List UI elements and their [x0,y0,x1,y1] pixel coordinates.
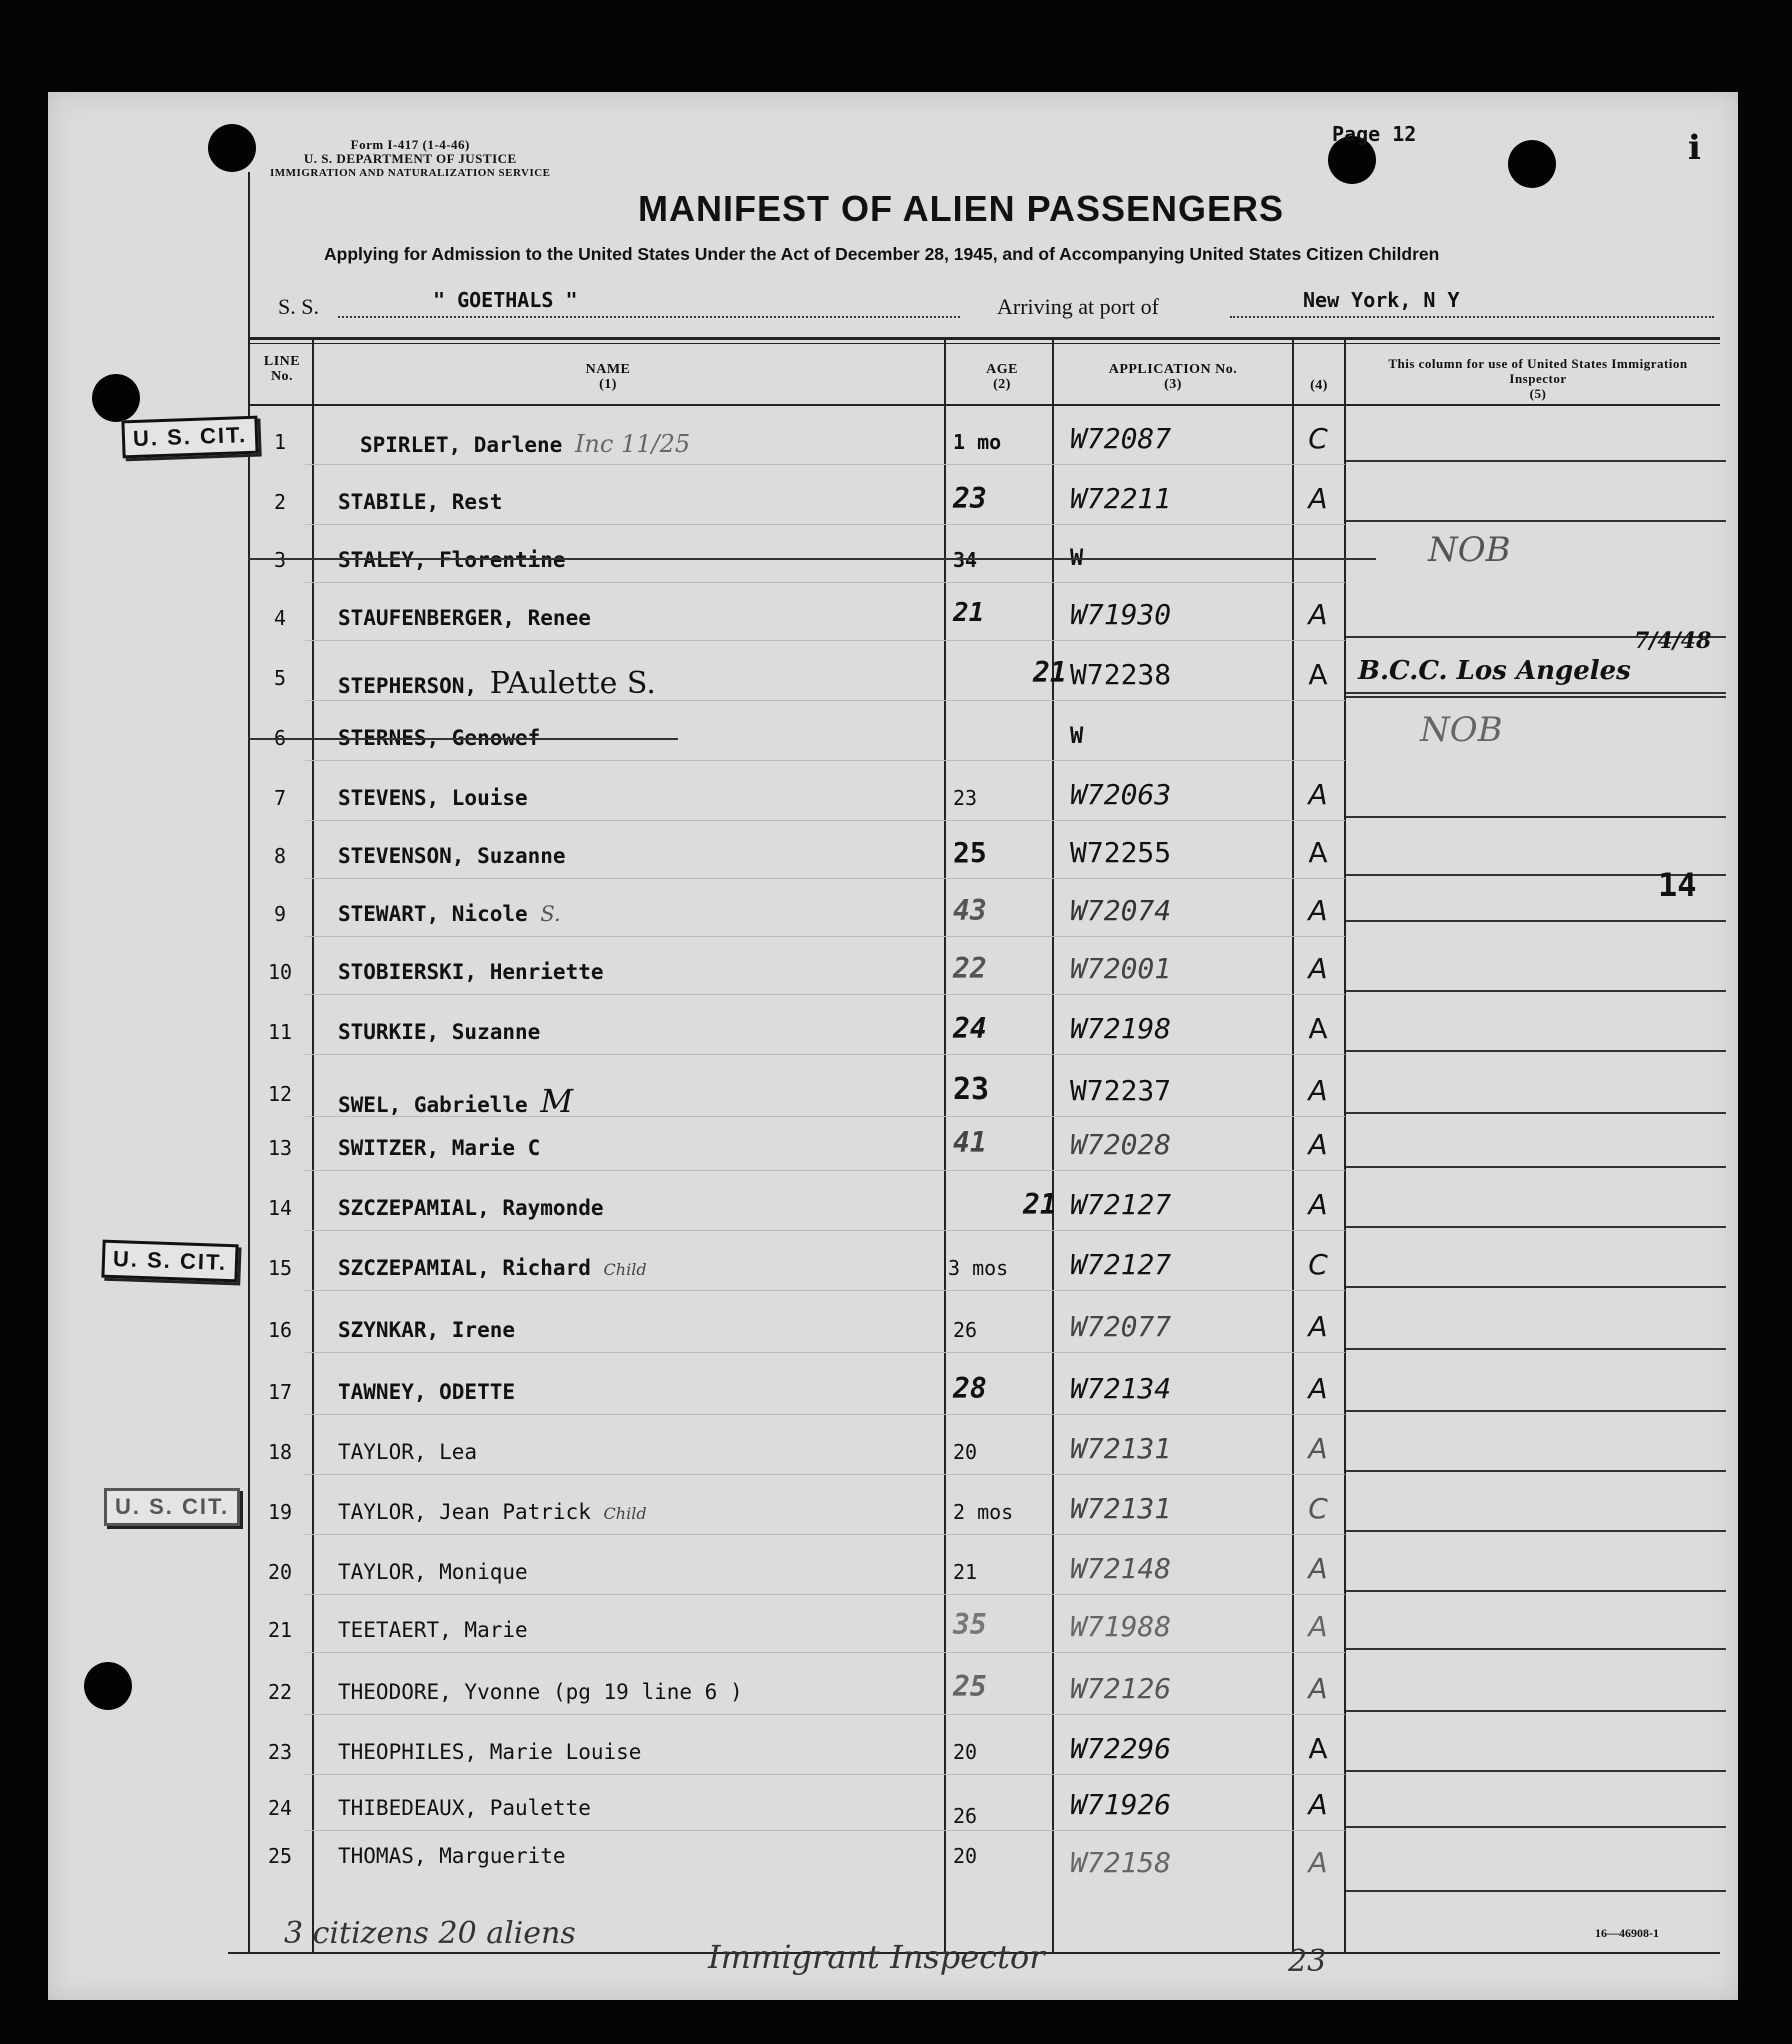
row-line-number: 18 [267,1440,293,1464]
row-age: 23 [953,786,978,810]
row-inspector-line [1346,1410,1726,1412]
table-row [48,1060,1738,1118]
page-title: MANIFEST OF ALIEN PASSENGERS [638,188,1285,229]
row-age: 41 [953,1126,987,1159]
table-row [48,1478,1738,1536]
table-row [48,880,1738,938]
row-rule [305,760,1345,761]
row-line-number: 12 [267,1082,293,1106]
row-line-number: 6 [273,726,287,750]
row-application-number: W72158 [1070,1846,1172,1879]
row-rule [305,878,1345,879]
form-number: Form I-417 (1-4-46) [350,137,470,152]
row-status: A [1308,1788,1328,1821]
row-status: A [1308,1128,1328,1161]
row-line-number: 13 [267,1136,293,1160]
row-status: C [1308,422,1328,455]
row-age: 20 [953,1440,978,1464]
row-rule [305,464,1345,465]
row-name-typed: TAWNEY, ODETTE [338,1380,516,1404]
table-row [48,1234,1738,1292]
row-line-number: 10 [267,960,293,984]
col-header-inspector-label: This column for use of United States Immigration Inspector [1388,356,1688,386]
table-row [48,468,1738,526]
row-status: A [1308,894,1328,927]
row-name [338,1740,641,1764]
row-status: A [1308,1372,1328,1405]
row-status: A [1308,1610,1328,1643]
col-header-line: LINE No. [263,354,301,384]
col-header-status: (4) [1310,378,1328,393]
row-status: A [1308,598,1328,631]
row-strikethrough [248,738,678,740]
row-inspector-line [1346,1050,1726,1052]
row-line-number: 14 [267,1196,293,1220]
row-application-number: W72077 [1070,1310,1172,1343]
row-application-number: W72087 [1070,422,1172,455]
row-name-typed: STEPHERSON, [338,674,478,698]
row-application-number: W72237 [1070,1074,1172,1107]
form-header [270,138,551,180]
row-name-typed: THEODORE, Yvonne [338,1680,541,1704]
row-application-number: W72063 [1070,778,1172,811]
row-application-number: W72211 [1070,482,1172,515]
port-value: New York, N Y [1303,288,1460,312]
row-age: 22 [953,952,987,985]
row-status: A [1308,658,1328,691]
row-application-number: W72131 [1070,1492,1172,1525]
row-age: 25 [953,836,987,869]
row-application-number: W72198 [1070,1012,1172,1045]
row-inspector-line [1346,1710,1726,1712]
table-row [48,938,1738,996]
row-status: C [1308,1492,1328,1525]
row-application-number: W72134 [1070,1372,1172,1405]
row-inspector-line [1346,1226,1726,1228]
row-name [338,1680,743,1704]
row-name [338,1618,528,1642]
row-name [338,666,656,701]
ship-dotted-line [338,316,960,318]
table-row [48,1418,1738,1476]
punch-hole [208,124,256,172]
col-header-name [548,362,668,392]
row-status: A [1308,778,1328,811]
row-application-number: W72028 [1070,1128,1172,1161]
row-age: 2 mos [953,1500,1014,1524]
footer-total: 23 [1288,1944,1327,1979]
row-status: A [1308,1432,1328,1465]
row-status: A [1308,1074,1328,1107]
row-name-typed: THIBEDEAUX, Paulette [338,1796,591,1820]
row-inspector-line [1346,816,1726,818]
col-header-inspector [1368,356,1708,401]
row-application-number: W72238 [1070,658,1172,691]
row-name-typed: SWEL, Gabrielle [338,1093,528,1117]
row-name-typed: STEVENS, Louise [338,786,528,810]
footer-tally: 3 citizens 20 aliens [284,1916,576,1951]
table-row [48,408,1738,466]
punch-hole [1508,140,1556,188]
row-age: 21 [1023,1188,1057,1221]
col-header-inspector-num: (5) [1529,386,1547,401]
table-row [48,998,1738,1056]
row-name-typed: THEOPHILES, Marie Louise [338,1740,642,1764]
table-row [48,1718,1738,1776]
col-header-name-num: (1) [599,377,617,392]
row-line-number: 11 [267,1020,293,1044]
row-application-number: W72001 [1070,952,1172,985]
row-application-number: W72127 [1070,1248,1172,1281]
row-name [338,902,561,926]
row-inspector-line [1346,1648,1726,1650]
table-row [48,1296,1738,1354]
row-line-number: 5 [273,666,287,690]
row-name [338,1796,591,1820]
inspector-note-nob: NOB [1420,710,1503,750]
row-rule [305,994,1345,995]
row-inspector-line [1346,460,1726,462]
row-inspector-line [1346,1890,1726,1892]
ship-name: " GOETHALS " [433,288,578,312]
row-line-number: 8 [273,844,287,868]
row-name [338,844,566,868]
table-row [48,1538,1738,1596]
row-rule [305,700,1345,701]
row-age: 28 [953,1372,987,1405]
table-row [48,1358,1738,1416]
row-name [338,1440,477,1464]
row-rule [305,1534,1345,1535]
row-rule [305,1652,1345,1653]
row-age: 25 [953,1670,987,1703]
row-name-typed: SZYNKAR, Irene [338,1318,516,1342]
row-line-number: 9 [273,902,287,926]
row-line-number: 24 [267,1796,293,1820]
row-status: A [1308,952,1328,985]
row-name-handwritten: (pg 19 line 6 ) [552,1680,743,1704]
table-row [48,1114,1738,1172]
row-name-typed: SZCZEPAMIAL, Richard [338,1256,591,1280]
row-status: A [1308,482,1328,515]
table-row [48,704,1738,762]
inspector-note-date: 7/4/48 [1634,628,1712,654]
inspector-count: 14 [1658,866,1697,904]
row-name [338,1844,566,1868]
row-status: A [1308,1672,1328,1705]
row-name-typed: THOMAS, Marguerite [338,1844,566,1868]
row-inspector-line [1346,1166,1726,1168]
row-name [338,1136,540,1160]
row-line-number: 3 [273,548,287,572]
row-inspector-line [1346,1348,1726,1350]
col-header-age-label: AGE [986,362,1018,377]
row-name-typed: STAUFENBERGER, Renee [338,606,591,630]
row-status: A [1308,1732,1328,1765]
row-name-handwritten: Inc 11/25 [574,430,691,458]
row-status: A [1308,1846,1328,1879]
row-age: 3 mos [948,1256,1009,1280]
table-top-rule-2 [248,343,1720,344]
row-age: 21 [1033,656,1067,689]
table-row [48,1822,1738,1880]
row-name-typed: TAYLOR, Monique [338,1560,528,1584]
row-age: 20 [953,1740,978,1764]
row-inspector-line [1346,1470,1726,1472]
us-citizen-stamp: U. S. CIT. [121,416,258,459]
row-name [338,960,604,984]
row-line-number: 4 [273,606,287,630]
table-row [48,1658,1738,1716]
table-row [48,1596,1738,1654]
row-age: 24 [953,1012,987,1045]
row-name-typed: SZCZEPAMIAL, Raymonde [338,1196,604,1220]
row-name-typed: TAYLOR, Jean Patrick [338,1500,591,1524]
row-name-handwritten: Child [603,1504,647,1523]
row-name [338,1500,647,1524]
table-header-rule [248,404,1720,406]
footer-signature: Immigrant Inspector [708,1938,1045,1976]
row-age: 35 [953,1608,987,1641]
row-rule [305,1054,1345,1055]
row-line-number: 17 [267,1380,293,1404]
row-rule [305,936,1345,937]
row-name [338,786,528,810]
row-application-number: W72074 [1070,894,1172,927]
row-application-number: W72131 [1070,1432,1172,1465]
row-application-number: W71926 [1070,1788,1172,1821]
row-rule [305,1594,1345,1595]
row-rule [305,524,1345,525]
row-age: 20 [953,1844,978,1868]
port-dotted-line [1230,316,1714,318]
row-inspector-line [1346,1770,1726,1772]
table-row [48,764,1738,822]
col-header-age-num: (2) [993,377,1011,392]
row-rule [305,1170,1345,1171]
row-age: 34 [953,548,978,572]
row-name-handwritten: S. [540,902,561,926]
inspector-note-nob: NOB [1428,530,1511,570]
row-application-number: W72296 [1070,1732,1172,1765]
table-row [48,1174,1738,1232]
row-inspector-line [1346,1286,1726,1288]
row-inspector-line [1346,696,1726,698]
inspector-note-bcc: B.C.C. Los Angeles [1358,656,1631,686]
row-line-number: 19 [267,1500,293,1524]
row-age: 21 [953,598,985,628]
table-row [48,526,1738,584]
row-inspector-line [1346,1590,1726,1592]
table-top-rule [248,337,1720,340]
row-inspector-line [1346,1530,1726,1532]
row-age: 26 [953,1318,978,1342]
row-application-number: W [1070,724,1084,749]
row-name-typed: STALEY, Florentine [338,548,566,572]
row-name [338,606,591,630]
row-name-handwritten: Child [603,1260,647,1279]
row-name [338,548,566,572]
row-name-typed: STOBIERSKI, Henriette [338,960,604,984]
row-name [338,1380,515,1404]
row-name-typed: TEETAERT, Marie [338,1618,528,1642]
row-line-number: 22 [267,1680,293,1704]
row-name-typed: STEVENSON, Suzanne [338,844,566,868]
row-application-number: W72148 [1070,1552,1172,1585]
department-name: U. S. DEPARTMENT OF JUSTICE [303,151,517,166]
port-label: Arriving at port of [997,294,1159,319]
row-application-number: W72126 [1070,1672,1172,1705]
row-name [338,1560,528,1584]
col-header-application-num: (3) [1164,377,1182,392]
ship-label: S. S. [278,294,319,319]
col-header-name-label: NAME [585,362,631,377]
row-age: 26 [953,1804,978,1828]
col-header-age [958,362,1046,392]
row-line-number: 15 [267,1256,293,1280]
row-strikethrough [248,558,1376,560]
row-rule [305,582,1345,583]
row-status: A [1308,1188,1328,1221]
col-header-application [1056,362,1290,392]
row-name-typed: STEWART, Nicole [338,902,528,926]
row-rule [305,1352,1345,1353]
row-name [338,1020,540,1044]
us-citizen-stamp: U. S. CIT. [101,1240,238,1283]
row-name [360,430,690,458]
corner-mark: i [1688,128,1701,168]
row-name-typed: STURKIE, Suzanne [338,1020,541,1044]
row-rule [305,1414,1345,1415]
row-rule [305,820,1345,821]
table-row [48,584,1738,642]
row-name-handwritten: M [540,1082,574,1120]
row-status: A [1308,1552,1328,1585]
row-age: 23 [953,482,987,515]
row-inspector-line [1346,520,1726,522]
row-status: A [1308,1310,1328,1343]
row-name [338,1256,647,1280]
page-number: Page 12 [1332,122,1417,146]
col-header-application-label: APPLICATION No. [1108,362,1238,377]
row-name [338,490,502,514]
row-line-number: 16 [267,1318,293,1342]
row-inspector-line [1346,692,1726,694]
row-age: 23 [953,1072,990,1107]
row-line-number: 21 [267,1618,293,1642]
row-application-number: W71988 [1070,1610,1172,1643]
row-rule [305,1714,1345,1715]
row-name-typed: SPIRLET, Darlene [360,433,563,457]
row-line-number: 1 [273,430,287,454]
row-name [338,1318,515,1342]
page-subtitle: Applying for Admission to the United States Under the Act of December 28, 1945, and of Accompanying United States Citizen Children [324,244,1440,264]
row-name [338,1196,604,1220]
row-line-number: 20 [267,1560,293,1584]
row-rule [305,1230,1345,1231]
table-row [48,822,1738,904]
row-application-number: W [1070,546,1084,571]
row-rule [305,640,1345,641]
row-line-number: 23 [267,1740,293,1764]
row-age: 1 mo [953,430,1002,454]
row-application-number: W72127 [1070,1188,1172,1221]
row-application-number: W71930 [1070,598,1172,631]
row-line-number: 25 [267,1844,293,1868]
row-name-typed: STABILE, Rest [338,490,503,514]
row-application-number: W72255 [1070,836,1172,869]
row-line-number: 2 [273,490,287,514]
row-age: 43 [953,894,987,927]
print-number: 16—46908-1 [1595,1926,1659,1940]
row-name-typed: TAYLOR, Lea [338,1440,478,1464]
row-inspector-line [1346,990,1726,992]
row-line-number: 7 [273,786,287,810]
table-row [48,628,1738,702]
row-inspector-line [1346,920,1726,922]
row-age: 21 [953,1560,978,1584]
manifest-page [48,92,1738,2000]
row-rule [305,1290,1345,1291]
row-name-typed: SWITZER, Marie C [338,1136,541,1160]
row-status: A [1308,1012,1328,1045]
row-rule [305,1474,1345,1475]
us-citizen-stamp: U. S. CIT. [104,1488,240,1526]
row-status: A [1308,836,1328,869]
row-name-handwritten: PAulette S. [489,666,656,701]
service-name: IMMIGRATION AND NATURALIZATION SERVICE [270,167,551,179]
row-name-typed: STERNES, Genowef [338,726,541,750]
row-status: C [1308,1248,1328,1281]
